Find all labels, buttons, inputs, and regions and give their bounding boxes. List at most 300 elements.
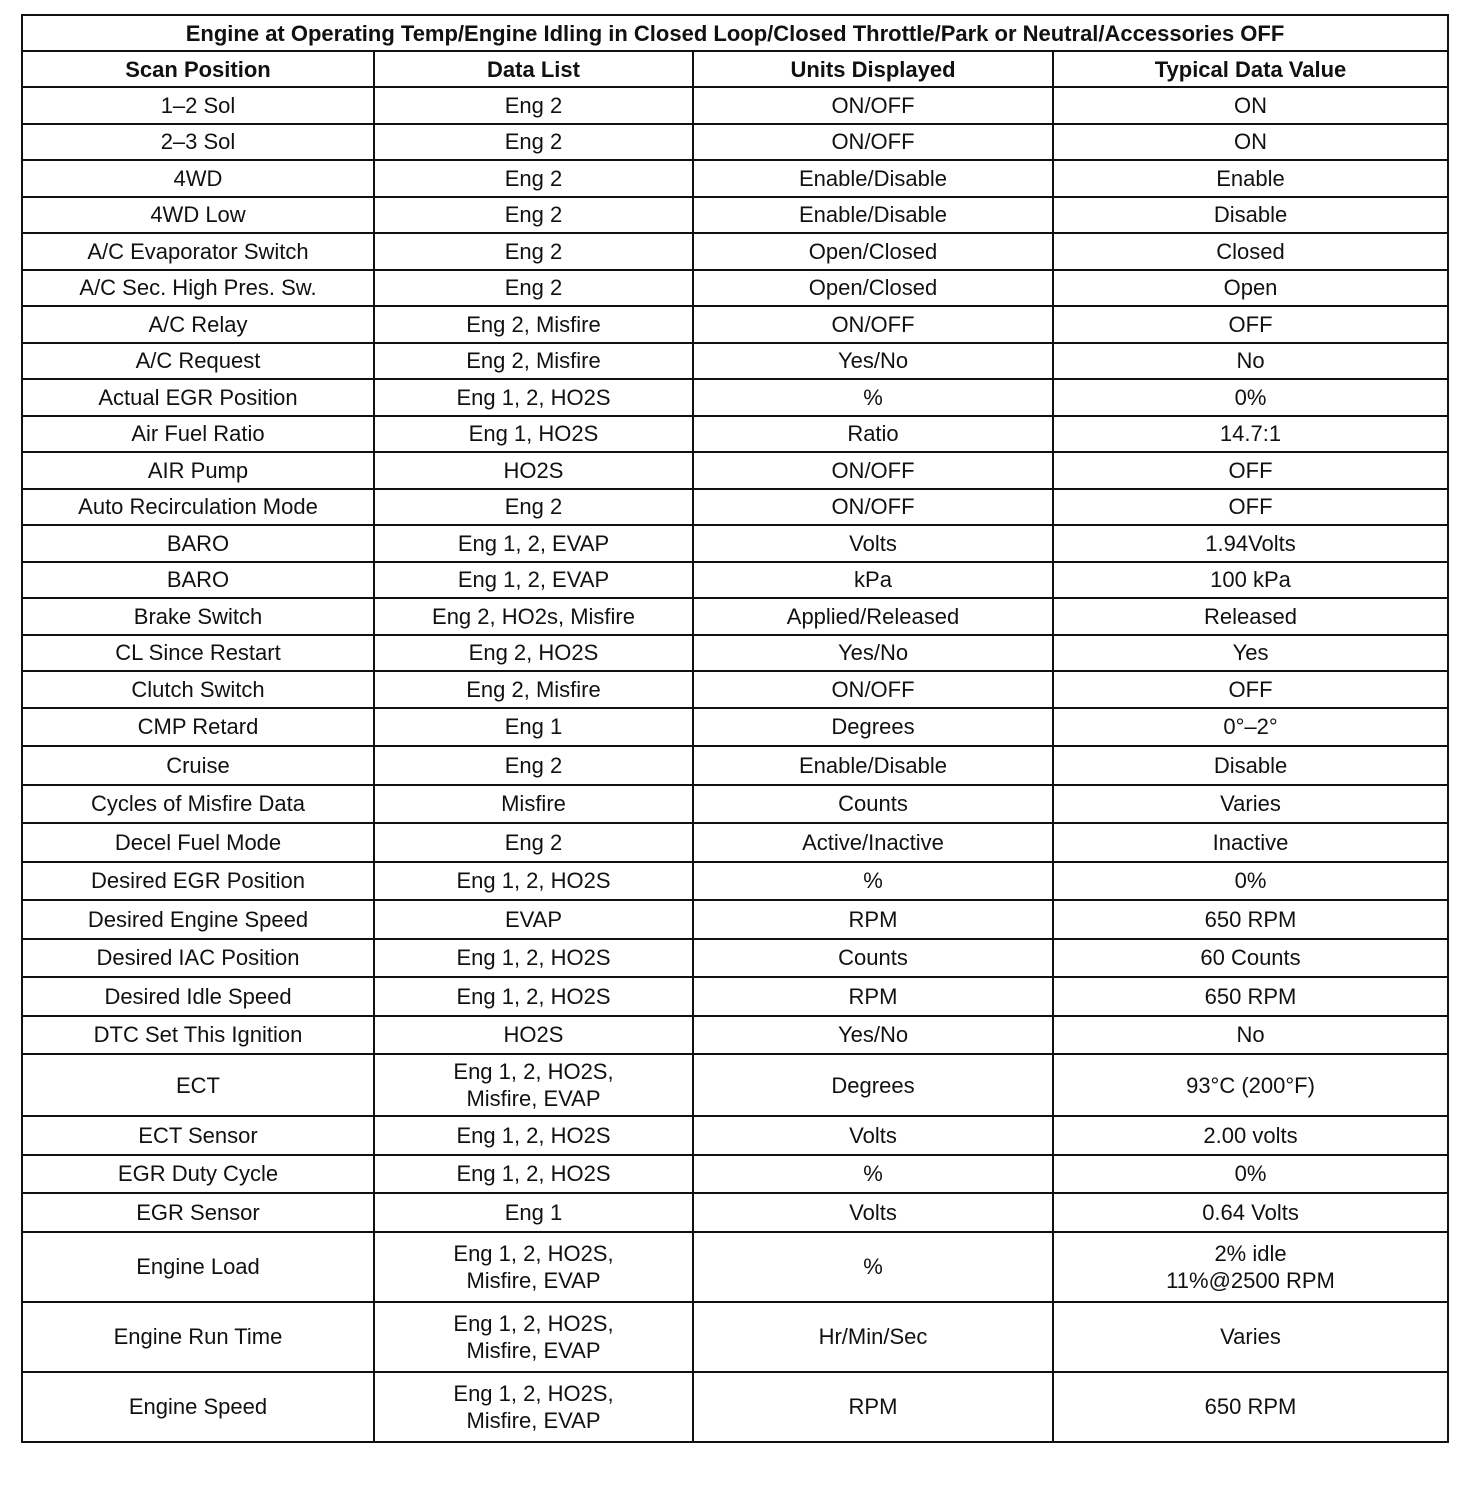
units-displayed-cell [693, 785, 1053, 824]
units-displayed-cell [693, 1372, 1053, 1442]
scan-position-cell [22, 939, 374, 978]
cell-text-line: Air Fuel Ratio [131, 421, 265, 447]
cell-text-line: Brake Switch [133, 603, 263, 629]
cell-text-line: 4WD [173, 165, 223, 191]
table-row [22, 379, 1448, 416]
cell-text-line: Eng 1, 2, HO2S, [453, 1310, 614, 1336]
cell-text-line: Engine Speed [128, 1394, 268, 1419]
units-displayed-cell [693, 1302, 1053, 1372]
table-row [22, 1193, 1448, 1232]
scan-position-cell [22, 598, 374, 635]
cell-text-line: Auto Recirculation Mode [78, 494, 318, 520]
table-row [22, 562, 1448, 599]
scan-position-cell [22, 1016, 374, 1055]
cell-text-line: Eng 1, 2, EVAP [457, 567, 610, 593]
cell-text-line: Degrees [831, 714, 915, 740]
table-row [22, 1054, 1448, 1116]
data-list-cell [374, 939, 693, 978]
units-displayed-cell [693, 939, 1053, 978]
typical-data-value-cell [1053, 562, 1448, 599]
cell-text-line: Disable [1213, 752, 1288, 778]
table-row [22, 746, 1448, 785]
cell-text-line: Varies [1220, 1324, 1281, 1349]
units-displayed-cell [693, 598, 1053, 635]
units-displayed-cell [693, 900, 1053, 939]
cell-text-line: Eng 2, HO2S [468, 640, 599, 666]
units-displayed-cell [693, 160, 1053, 197]
scan-position-cell [22, 671, 374, 708]
data-list-cell [374, 1116, 693, 1155]
typical-data-value-cell [1053, 489, 1448, 526]
table-row [22, 525, 1448, 562]
scan-data-table [21, 14, 1449, 1443]
units-displayed-cell [693, 1155, 1053, 1194]
data-list-cell [374, 823, 693, 862]
cell-text-line: Volts [849, 1122, 897, 1148]
cell-text-line: 11%@2500 RPM [1166, 1267, 1335, 1293]
cell-text-line: kPa [854, 567, 892, 593]
cell-text-line: Disable [1213, 202, 1288, 228]
cell-text-line: Eng 2 [504, 92, 563, 118]
units-displayed-cell [693, 1116, 1053, 1155]
table-row [22, 708, 1448, 747]
typical-data-value-cell [1053, 270, 1448, 307]
cell-text-line: Inactive [1212, 829, 1289, 855]
cell-text-line: ON/OFF [831, 494, 915, 520]
cell-text-line: Actual EGR Position [98, 384, 298, 410]
units-displayed-cell [693, 452, 1053, 489]
cell-text-line: Engine Run Time [113, 1324, 283, 1349]
cell-text-line: ON [1234, 92, 1268, 118]
typical-data-value-cell [1053, 1054, 1448, 1116]
data-list-cell [374, 1054, 693, 1116]
typical-data-value-cell [1053, 708, 1448, 747]
column-header-data-list: Data List [374, 51, 693, 87]
data-list-cell [374, 785, 693, 824]
units-displayed-cell [693, 343, 1053, 380]
cell-text-line: 650 RPM [1204, 906, 1297, 932]
data-list-cell [374, 452, 693, 489]
cell-text-line: 650 RPM [1204, 1394, 1297, 1419]
scan-position-cell [22, 746, 374, 785]
cell-text-line: Cycles of Misfire Data [91, 791, 305, 817]
data-list-cell [374, 379, 693, 416]
table-row [22, 1372, 1448, 1442]
scan-position-cell [22, 785, 374, 824]
cell-text-line: Eng 1, 2, HO2S, [453, 1380, 614, 1406]
cell-text-line: Eng 2, HO2s, Misfire [432, 603, 635, 629]
cell-text-line: Eng 2 [504, 238, 563, 264]
table-row [22, 939, 1448, 978]
scan-position-cell [22, 635, 374, 672]
cell-text-line: Counts [838, 945, 908, 971]
scan-position-cell [22, 562, 374, 599]
cell-text-line: OFF [1228, 494, 1273, 520]
cell-text-line: ECT [176, 1072, 220, 1098]
cell-text-line: Open [1223, 275, 1278, 301]
cell-text-line: Desired Engine Speed [87, 906, 309, 932]
cell-text-line: ON [1234, 129, 1268, 155]
cell-text-line: Misfire, EVAP [466, 1267, 601, 1293]
table-row [22, 900, 1448, 939]
cell-text-line: HO2S [503, 1022, 564, 1048]
cell-text-line: Engine Load [136, 1254, 260, 1279]
table-row [22, 1155, 1448, 1194]
units-displayed-cell [693, 1193, 1053, 1232]
cell-text-line: AIR Pump [147, 457, 249, 483]
cell-text-line: ON/OFF [831, 311, 915, 337]
typical-data-value-cell [1053, 1302, 1448, 1372]
table-row [22, 635, 1448, 672]
typical-data-value-cell [1053, 1016, 1448, 1055]
typical-data-value-cell [1053, 525, 1448, 562]
table-row [22, 823, 1448, 862]
table-title: Engine at Operating Temp/Engine Idling in Closed Loop/Closed Throttle/Park or Neutral/Accessories OFF [22, 15, 1448, 51]
cell-text-line: 2% idle [1214, 1240, 1287, 1266]
scan-position-cell [22, 233, 374, 270]
scan-position-cell [22, 1372, 374, 1442]
cell-text-line: Yes/No [837, 1022, 909, 1048]
cell-text-line: CL Since Restart [115, 640, 281, 666]
scan-position-cell [22, 87, 374, 124]
scan-position-cell [22, 270, 374, 307]
scan-position-cell [22, 452, 374, 489]
data-list-cell [374, 1372, 693, 1442]
table-row [22, 489, 1448, 526]
units-displayed-cell [693, 525, 1053, 562]
data-list-cell [374, 233, 693, 270]
typical-data-value-cell [1053, 635, 1448, 672]
typical-data-value-cell [1053, 197, 1448, 234]
cell-text-line: Yes [1232, 640, 1269, 666]
scan-position-cell [22, 343, 374, 380]
table-row [22, 452, 1448, 489]
cell-text-line: Eng 2 [504, 494, 563, 520]
table-row [22, 306, 1448, 343]
units-displayed-cell [693, 1054, 1053, 1116]
typical-data-value-cell [1053, 671, 1448, 708]
scan-position-cell [22, 862, 374, 901]
cell-text-line: 14.7:1 [1219, 421, 1282, 447]
cell-text-line: Eng 2, Misfire [466, 348, 601, 374]
table-row [22, 598, 1448, 635]
cell-text-line: Eng 1, 2, HO2S [456, 384, 611, 410]
scan-position-cell [22, 1232, 374, 1302]
cell-text-line: Eng 2 [504, 202, 563, 228]
typical-data-value-cell [1053, 598, 1448, 635]
scan-position-cell [22, 1302, 374, 1372]
cell-text-line: A/C Relay [148, 311, 248, 337]
cell-text-line: RPM [848, 906, 898, 932]
typical-data-value-cell [1053, 746, 1448, 785]
cell-text-line: 93°C (200°F) [1186, 1072, 1315, 1098]
cell-text-line: CMP Retard [137, 714, 259, 740]
cell-text-line: Enable/Disable [799, 165, 947, 191]
data-list-cell [374, 746, 693, 785]
table-row [22, 1116, 1448, 1155]
units-displayed-cell [693, 562, 1053, 599]
cell-text-line: ON/OFF [831, 457, 915, 483]
data-list-cell [374, 525, 693, 562]
data-list-cell [374, 1302, 693, 1372]
cell-text-line: BARO [166, 530, 230, 556]
cell-text-line: ON/OFF [831, 92, 915, 118]
cell-text-line: ON/OFF [831, 676, 915, 702]
cell-text-line: OFF [1228, 311, 1273, 337]
cell-text-line: 1–2 Sol [160, 92, 236, 118]
cell-text-line: Applied/Released [786, 603, 960, 629]
cell-text-line: Misfire, EVAP [466, 1086, 601, 1111]
cell-text-line: EGR Duty Cycle [117, 1161, 279, 1187]
cell-text-line: Enable/Disable [799, 202, 947, 228]
table-row [22, 233, 1448, 270]
cell-text-line: Eng 2 [504, 829, 563, 855]
units-displayed-cell [693, 270, 1053, 307]
table-row [22, 87, 1448, 124]
data-list-cell [374, 197, 693, 234]
cell-text-line: EVAP [504, 906, 563, 932]
table-row [22, 1016, 1448, 1055]
cell-text-line: Eng 2, Misfire [466, 311, 601, 337]
cell-text-line: Enable [1216, 165, 1285, 191]
cell-text-line: Eng 2, Misfire [466, 676, 601, 702]
cell-text-line: 0°–2° [1223, 714, 1278, 740]
data-list-cell [374, 862, 693, 901]
cell-text-line: ECT Sensor [138, 1122, 258, 1148]
table-row [22, 270, 1448, 307]
cell-text-line: Clutch Switch [131, 676, 265, 702]
units-displayed-cell [693, 977, 1053, 1016]
cell-text-line: Open/Closed [808, 238, 938, 264]
table-row [22, 785, 1448, 824]
cell-text-line: RPM [848, 983, 898, 1009]
typical-data-value-cell [1053, 900, 1448, 939]
typical-data-value-cell [1053, 939, 1448, 978]
cell-text-line: RPM [848, 1394, 898, 1419]
data-list-cell [374, 977, 693, 1016]
cell-text-line: 0% [1234, 868, 1267, 894]
cell-text-line: Degrees [831, 1072, 915, 1098]
scan-position-cell [22, 1155, 374, 1194]
table-row [22, 1232, 1448, 1302]
cell-text-line: 1.94Volts [1205, 530, 1296, 556]
typical-data-value-cell [1053, 379, 1448, 416]
cell-text-line: Eng 1, 2, HO2S [456, 868, 611, 894]
cell-text-line: % [863, 868, 883, 894]
data-list-cell [374, 306, 693, 343]
typical-data-value-cell [1053, 452, 1448, 489]
table-row [22, 977, 1448, 1016]
cell-text-line: DTC Set This Ignition [93, 1022, 303, 1048]
table-row [22, 124, 1448, 161]
cell-text-line: Desired EGR Position [91, 868, 305, 894]
cell-text-line: A/C Request [135, 348, 261, 374]
typical-data-value-cell [1053, 416, 1448, 453]
data-list-cell [374, 708, 693, 747]
cell-text-line: A/C Sec. High Pres. Sw. [79, 275, 317, 301]
cell-text-line: Released [1204, 603, 1297, 629]
units-displayed-cell [693, 635, 1053, 672]
typical-data-value-cell [1053, 160, 1448, 197]
data-list-cell [374, 562, 693, 599]
column-header-units-displayed: Units Displayed [693, 51, 1053, 87]
typical-data-value-cell [1053, 233, 1448, 270]
units-displayed-cell [693, 1016, 1053, 1055]
cell-text-line: Eng 1, 2, HO2S, [453, 1240, 614, 1266]
table-row [22, 1302, 1448, 1372]
cell-text-line: Eng 2 [504, 165, 563, 191]
cell-text-line: Eng 1, 2, EVAP [457, 530, 610, 556]
units-displayed-cell [693, 124, 1053, 161]
cell-text-line: Eng 1, 2, HO2S, [453, 1059, 614, 1084]
units-displayed-cell [693, 671, 1053, 708]
cell-text-line: Desired Idle Speed [104, 983, 292, 1009]
scan-position-cell [22, 1054, 374, 1116]
units-displayed-cell [693, 87, 1053, 124]
cell-text-line: OFF [1228, 676, 1273, 702]
scan-position-cell [22, 489, 374, 526]
scan-position-cell [22, 900, 374, 939]
cell-text-line: 4WD Low [150, 202, 246, 228]
cell-text-line: Eng 1 [504, 1199, 563, 1225]
data-list-cell [374, 1193, 693, 1232]
cell-text-line: 60 Counts [1200, 945, 1301, 971]
units-displayed-cell [693, 233, 1053, 270]
scan-position-cell [22, 977, 374, 1016]
units-displayed-cell [693, 416, 1053, 453]
cell-text-line: Counts [838, 791, 908, 817]
data-list-cell [374, 124, 693, 161]
scan-position-cell [22, 525, 374, 562]
cell-text-line: Desired IAC Position [96, 945, 300, 971]
cell-text-line: BARO [166, 567, 230, 593]
scan-position-cell [22, 379, 374, 416]
cell-text-line: Eng 2 [504, 752, 563, 778]
data-list-cell [374, 343, 693, 380]
data-list-cell [374, 1232, 693, 1302]
data-list-cell [374, 1155, 693, 1194]
scan-position-cell [22, 1193, 374, 1232]
table-row [22, 416, 1448, 453]
typical-data-value-cell [1053, 785, 1448, 824]
units-displayed-cell [693, 708, 1053, 747]
units-displayed-cell [693, 197, 1053, 234]
typical-data-value-cell [1053, 124, 1448, 161]
typical-data-value-cell [1053, 87, 1448, 124]
cell-text-line: Yes/No [837, 640, 909, 666]
cell-text-line: Eng 1 [504, 714, 563, 740]
cell-text-line: 100 kPa [1210, 567, 1291, 593]
cell-text-line: Closed [1216, 238, 1285, 264]
cell-text-line: 0% [1234, 384, 1267, 410]
scan-position-cell [22, 306, 374, 343]
typical-data-value-cell [1053, 306, 1448, 343]
scan-position-cell [22, 416, 374, 453]
typical-data-value-cell [1053, 343, 1448, 380]
cell-text-line: 2–3 Sol [160, 129, 236, 155]
units-displayed-cell [693, 306, 1053, 343]
scan-position-cell [22, 160, 374, 197]
data-list-cell [374, 900, 693, 939]
cell-text-line: 2.00 volts [1203, 1122, 1298, 1148]
data-list-cell [374, 87, 693, 124]
cell-text-line: A/C Evaporator Switch [87, 238, 309, 264]
typical-data-value-cell [1053, 823, 1448, 862]
cell-text-line: Misfire, EVAP [466, 1337, 601, 1363]
scan-position-cell [22, 708, 374, 747]
cell-text-line: Volts [849, 530, 897, 556]
cell-text-line: No [1236, 348, 1265, 374]
typical-data-value-cell [1053, 1193, 1448, 1232]
cell-text-line: Hr/Min/Sec [818, 1324, 928, 1349]
data-list-cell [374, 1016, 693, 1055]
typical-data-value-cell [1053, 1116, 1448, 1155]
data-list-cell [374, 598, 693, 635]
typical-data-value-cell [1053, 1232, 1448, 1302]
data-list-cell [374, 416, 693, 453]
table-body [22, 87, 1448, 1442]
cell-text-line: Active/Inactive [802, 829, 944, 855]
cell-text-line: HO2S [503, 457, 564, 483]
cell-text-line: % [863, 1254, 883, 1279]
units-displayed-cell [693, 1232, 1053, 1302]
cell-text-line: Eng 1, 2, HO2S [456, 983, 611, 1009]
scan-position-cell [22, 124, 374, 161]
units-displayed-cell [693, 746, 1053, 785]
units-displayed-cell [693, 862, 1053, 901]
data-list-cell [374, 671, 693, 708]
cell-text-line: ON/OFF [831, 129, 915, 155]
cell-text-line: Eng 2 [504, 275, 563, 301]
cell-text-line: Yes/No [837, 348, 909, 374]
cell-text-line: Cruise [166, 752, 230, 778]
cell-text-line: Misfire [501, 791, 566, 817]
cell-text-line: Eng 1, 2, HO2S [456, 945, 611, 971]
cell-text-line: Open/Closed [808, 275, 938, 301]
cell-text-line: Eng 1, HO2S [468, 421, 599, 447]
scan-position-cell [22, 823, 374, 862]
cell-text-line: No [1236, 1022, 1265, 1048]
units-displayed-cell [693, 489, 1053, 526]
cell-text-line: Eng 1, 2, HO2S [456, 1122, 611, 1148]
table-row [22, 197, 1448, 234]
cell-text-line: Enable/Disable [799, 752, 947, 778]
data-list-cell [374, 270, 693, 307]
cell-text-line: Decel Fuel Mode [114, 829, 282, 855]
table-row [22, 343, 1448, 380]
typical-data-value-cell [1053, 862, 1448, 901]
cell-text-line: Ratio [847, 421, 899, 447]
cell-text-line: Eng 1, 2, HO2S [456, 1161, 611, 1187]
table-row [22, 862, 1448, 901]
units-displayed-cell [693, 379, 1053, 416]
data-list-cell [374, 160, 693, 197]
typical-data-value-cell [1053, 1155, 1448, 1194]
scan-position-cell [22, 197, 374, 234]
data-list-cell [374, 489, 693, 526]
table-row [22, 160, 1448, 197]
typical-data-value-cell [1053, 977, 1448, 1016]
table-row [22, 671, 1448, 708]
typical-data-value-cell [1053, 1372, 1448, 1442]
cell-text-line: Varies [1220, 791, 1281, 817]
cell-text-line: Volts [849, 1199, 897, 1225]
cell-text-line: % [863, 384, 883, 410]
column-header-scan-position: Scan Position [22, 51, 374, 87]
scan-position-cell [22, 1116, 374, 1155]
cell-text-line: Eng 2 [504, 129, 563, 155]
cell-text-line: EGR Sensor [136, 1199, 260, 1225]
